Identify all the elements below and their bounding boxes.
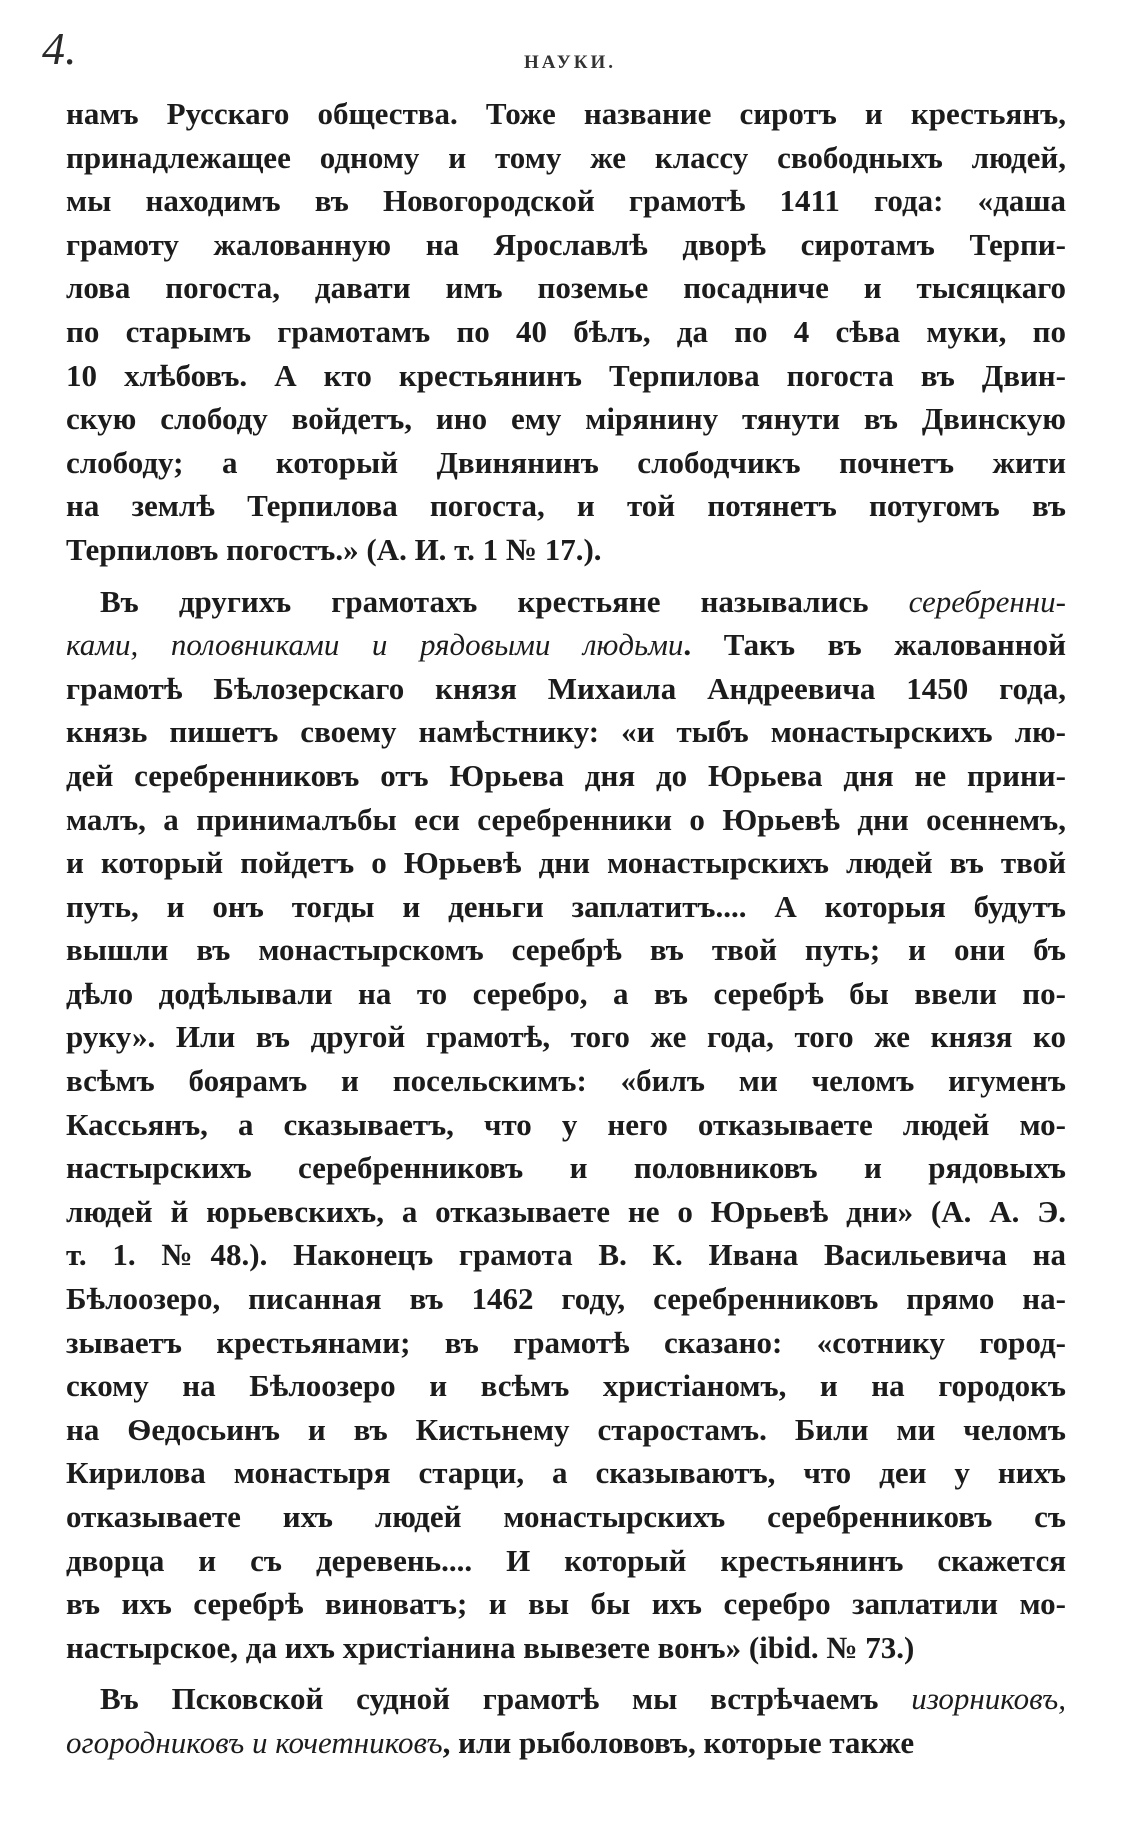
text-run: слободу; а который Двинянинъ слободчикъ почнетъ жити [66, 444, 1066, 480]
text-run: настырское, да ихъ христіанина вывезете вонъ» (ibid. № 73.) [66, 1629, 915, 1665]
text-line [66, 92, 1066, 136]
text-run: , или рыболововъ, которые также [442, 1724, 915, 1760]
text-line [66, 179, 1066, 223]
text-line [66, 798, 1066, 842]
text-run: намъ Русскаго общества. Тоже название сиротъ и крестьянъ, [66, 96, 1066, 131]
text-line [66, 1626, 1066, 1670]
text-line [66, 1539, 1066, 1583]
text-run: скую слободу войдетъ, ино ему мірянину тянути въ Двинскую [66, 401, 1066, 437]
paragraph [66, 580, 1066, 1670]
text-run: Терпиловъ погостъ.» (А. И. т. 1 № 17.). [66, 531, 602, 567]
italic-text: огородниковъ и кочетниковъ [66, 1724, 443, 1760]
text-line [66, 1364, 1066, 1408]
page-number: 4. [42, 23, 77, 74]
text-run: Въ другихъ грамотахъ крестьяне назывались [100, 583, 909, 619]
text-run: зываетъ крестьянами; въ грамотѣ сказано: «сотнику город- [66, 1324, 1066, 1360]
italic-text: изорниковъ, [911, 1681, 1066, 1717]
text-run: грамотѣ Бѣлозерскаго князя Михаила Андреевича 1450 года, [66, 670, 1066, 706]
text-line [66, 136, 1066, 180]
text-line [66, 754, 1066, 798]
text-run: въ ихъ серебрѣ виноватъ; и вы бы ихъ серебро заплатили мо- [66, 1586, 1066, 1622]
text-line [66, 1059, 1066, 1103]
text-run: отказываете ихъ людей монастырскихъ серебренниковъ съ [66, 1499, 1066, 1534]
text-run: Кассьянъ, а сказываетъ, что у него отказываете людей мо- [66, 1106, 1066, 1142]
text-run: на землѣ Терпилова погоста, и той потянетъ потугомъ въ [66, 488, 1066, 524]
text-line [66, 354, 1066, 398]
text-line [66, 1721, 1066, 1765]
text-line [66, 1677, 1066, 1721]
text-line [66, 972, 1066, 1016]
text-run: и который пойдетъ о Юрьевѣ дни монастырскихъ людей въ твой [66, 845, 1066, 881]
text-line [66, 1408, 1066, 1452]
text-run: дворца и съ деревень.... И который крестьянинъ скажется [66, 1542, 1066, 1578]
text-line [66, 1015, 1066, 1059]
text-run: Бѣлоозеро, писанная въ 1462 году, серебренниковъ прямо на- [66, 1281, 1066, 1317]
text-line [66, 1103, 1066, 1147]
italic-text: ками, половниками и рядовыми людьми [66, 627, 684, 663]
text-line [66, 1495, 1066, 1539]
text-run: принадлежащее одному и тому же классу свободныхъ людей, [66, 139, 1066, 175]
text-line [66, 441, 1066, 485]
text-line [66, 1190, 1066, 1234]
text-line [66, 928, 1066, 972]
paragraph [66, 1677, 1066, 1764]
paragraph-gap [66, 1669, 1066, 1677]
text-run: мы находимъ въ Новогородской грамотѣ 1411 года: «даша [66, 183, 1066, 219]
text-run: . Такъ въ жалованной [683, 627, 1066, 663]
text-line [66, 528, 1066, 572]
text-line [66, 667, 1066, 711]
text-run: Кирилова монастыря старци, а сказываютъ, что деи у нихъ [66, 1455, 1066, 1491]
text-line [66, 623, 1066, 667]
text-run: лова погоста, давати имъ поземье посадниче и тысяцкаго [66, 270, 1066, 306]
text-run: руку». Или въ другой грамотѣ, того же года, того же князя ко [66, 1019, 1066, 1055]
text-run: грамоту жалованную на Ярославлѣ дворѣ сиротамъ Терпи- [66, 226, 1066, 262]
text-run: на Ѳедосьинъ и въ Кистьнему старостамъ. Били ми челомъ [66, 1411, 1066, 1447]
text-line [66, 397, 1066, 441]
text-run: 10 хлѣбовъ. А кто крестьянинъ Терпилова погоста въ Двин- [66, 357, 1066, 393]
italic-text: серебренни- [908, 583, 1066, 619]
running-head: НАУКИ. [523, 52, 617, 73]
paragraph [66, 92, 1066, 572]
text-run: Въ Псковской судной грамотѣ мы встрѣчаемъ [100, 1681, 912, 1717]
text-line [66, 266, 1066, 310]
text-line [66, 1233, 1066, 1277]
text-line [66, 310, 1066, 354]
text-line [66, 710, 1066, 754]
text-run: всѣмъ боярамъ и посельскимъ: «билъ ми челомъ игуменъ [66, 1063, 1066, 1099]
text-line [66, 841, 1066, 885]
text-run: скому на Бѣлоозеро и всѣмъ христіаномъ, и на городокъ [66, 1368, 1066, 1404]
text-run: вышли въ монастырскомъ серебрѣ въ твой путь; и они бъ [66, 932, 1066, 968]
text-run: настырскихъ серебренниковъ и половниковъ и рядовыхъ [66, 1150, 1066, 1186]
text-line [66, 1451, 1066, 1495]
text-run: малъ, а принималъбы еси серебренники о Юрьевѣ дни осеннемъ, [66, 801, 1066, 837]
text-line [66, 1277, 1066, 1321]
body-text [66, 92, 1066, 1765]
text-line [66, 1582, 1066, 1626]
text-run: по старымъ грамотамъ по 40 бѣлъ, да по 4 сѣва муки, по [66, 313, 1066, 349]
text-line [66, 580, 1066, 624]
text-run: князь пишетъ своему намѣстнику: «и тыбъ монастырскихъ лю- [66, 714, 1066, 750]
text-line [66, 1321, 1066, 1365]
text-run: людей й юрьевскихъ, а отказываете не о Юрьевѣ дни» (А. А. Э. [66, 1193, 1066, 1229]
text-line [66, 885, 1066, 929]
text-run: дей серебренниковъ отъ Юрьева дня до Юрьева дня не прини- [66, 757, 1066, 793]
text-run: дѣло додѣлывали на то серебро, а въ серебрѣ бы ввели по- [66, 975, 1066, 1011]
paragraph-gap [66, 572, 1066, 580]
text-line [66, 1146, 1066, 1190]
text-line [66, 223, 1066, 267]
text-run: т. 1. №48.). Наконецъ грамота В. К. Ивана Васильевича на [66, 1237, 1066, 1273]
text-line [66, 484, 1066, 528]
text-run: путь, и онъ тогды и деньги заплатитъ.... А которыя будутъ [66, 888, 1066, 924]
